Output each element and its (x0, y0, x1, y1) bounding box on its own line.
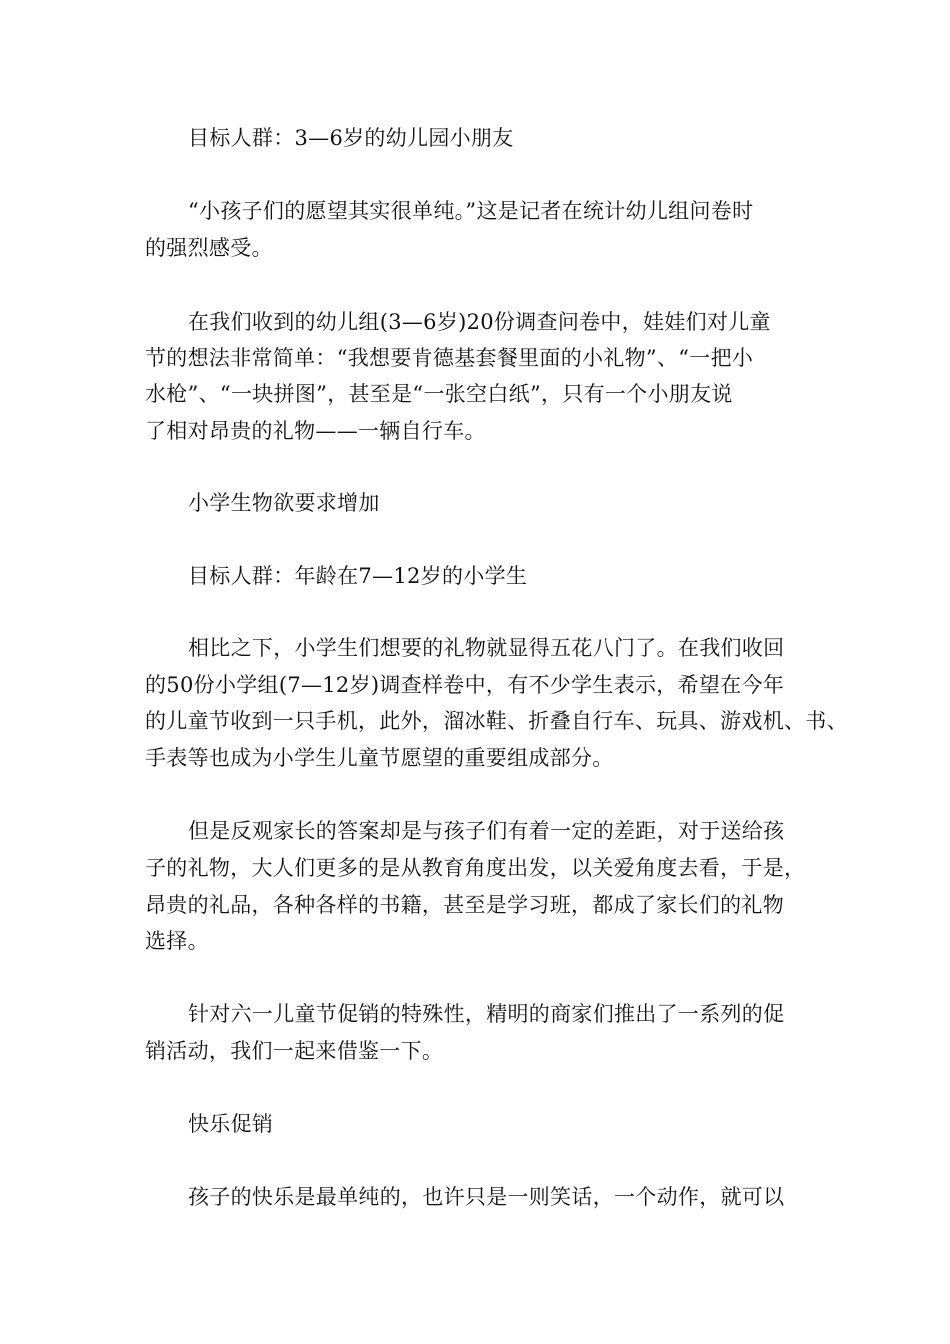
paragraph-1-line-2: 的强烈感受。 (145, 236, 273, 260)
paragraph-5-line-1: 针对六一儿童节促销的特殊性，精明的商家们推出了一系列的促 (188, 1002, 785, 1026)
target-group-primary-school: 目标人群：年龄在7—12岁的小学生 (188, 564, 528, 588)
paragraph-4-line-2: 子的礼物，大人们更多的是从教育角度出发，以关爱角度去看，于是， (145, 856, 806, 880)
paragraph-2-line-1: 在我们收到的幼儿组(3—6岁)20份调查问卷中，娃娃们对儿童 (188, 310, 771, 334)
section-heading-primary-school: 小学生物欲要求增加 (188, 491, 380, 515)
paragraph-3-line-1: 相比之下，小学生们想要的礼物就显得五花八门了。在我们收回 (188, 636, 785, 660)
section-heading-happy-promotion: 快乐促销 (188, 1112, 274, 1136)
paragraph-2-line-4: 了相对昂贵的礼物——一辆自行车。 (145, 419, 486, 443)
paragraph-4-line-1: 但是反观家长的答案却是与孩子们有着一定的差距，对于送给孩 (188, 819, 785, 843)
paragraph-3-line-3: 的儿童节收到一只手机，此外，溜冰鞋、折叠自行车、玩具、游戏机、书、 (145, 709, 848, 733)
paragraph-2-line-3: 水枪”、“一块拼图”，甚至是“一张空白纸”，只有一个小朋友说 (145, 382, 733, 406)
paragraph-3-line-4: 手表等也成为小学生儿童节愿望的重要组成部分。 (145, 746, 614, 770)
paragraph-4-line-4: 选择。 (145, 929, 209, 953)
paragraph-3-line-2: 的50份小学组(7—12岁)调查样卷中，有不少学生表示，希望在今年 (145, 673, 785, 697)
paragraph-4-line-3: 昂贵的礼品，各种各样的书籍，甚至是学习班，都成了家长们的礼物 (145, 893, 784, 917)
paragraph-5-line-2: 销活动，我们一起来借鉴一下。 (145, 1039, 444, 1063)
paragraph-2-line-2: 节的想法非常简单：“我想要肯德基套餐里面的小礼物”、“一把小 (145, 346, 754, 370)
paragraph-1-line-1: “小孩子们的愿望其实很单纯。”这是记者在统计幼儿组问卷时 (188, 199, 754, 223)
paragraph-6-line-1: 孩子的快乐是最单纯的，也许只是一则笑话，一个动作，就可以 (188, 1185, 785, 1209)
target-group-kindergarten: 目标人群：3—6岁的幼儿园小朋友 (188, 126, 514, 150)
